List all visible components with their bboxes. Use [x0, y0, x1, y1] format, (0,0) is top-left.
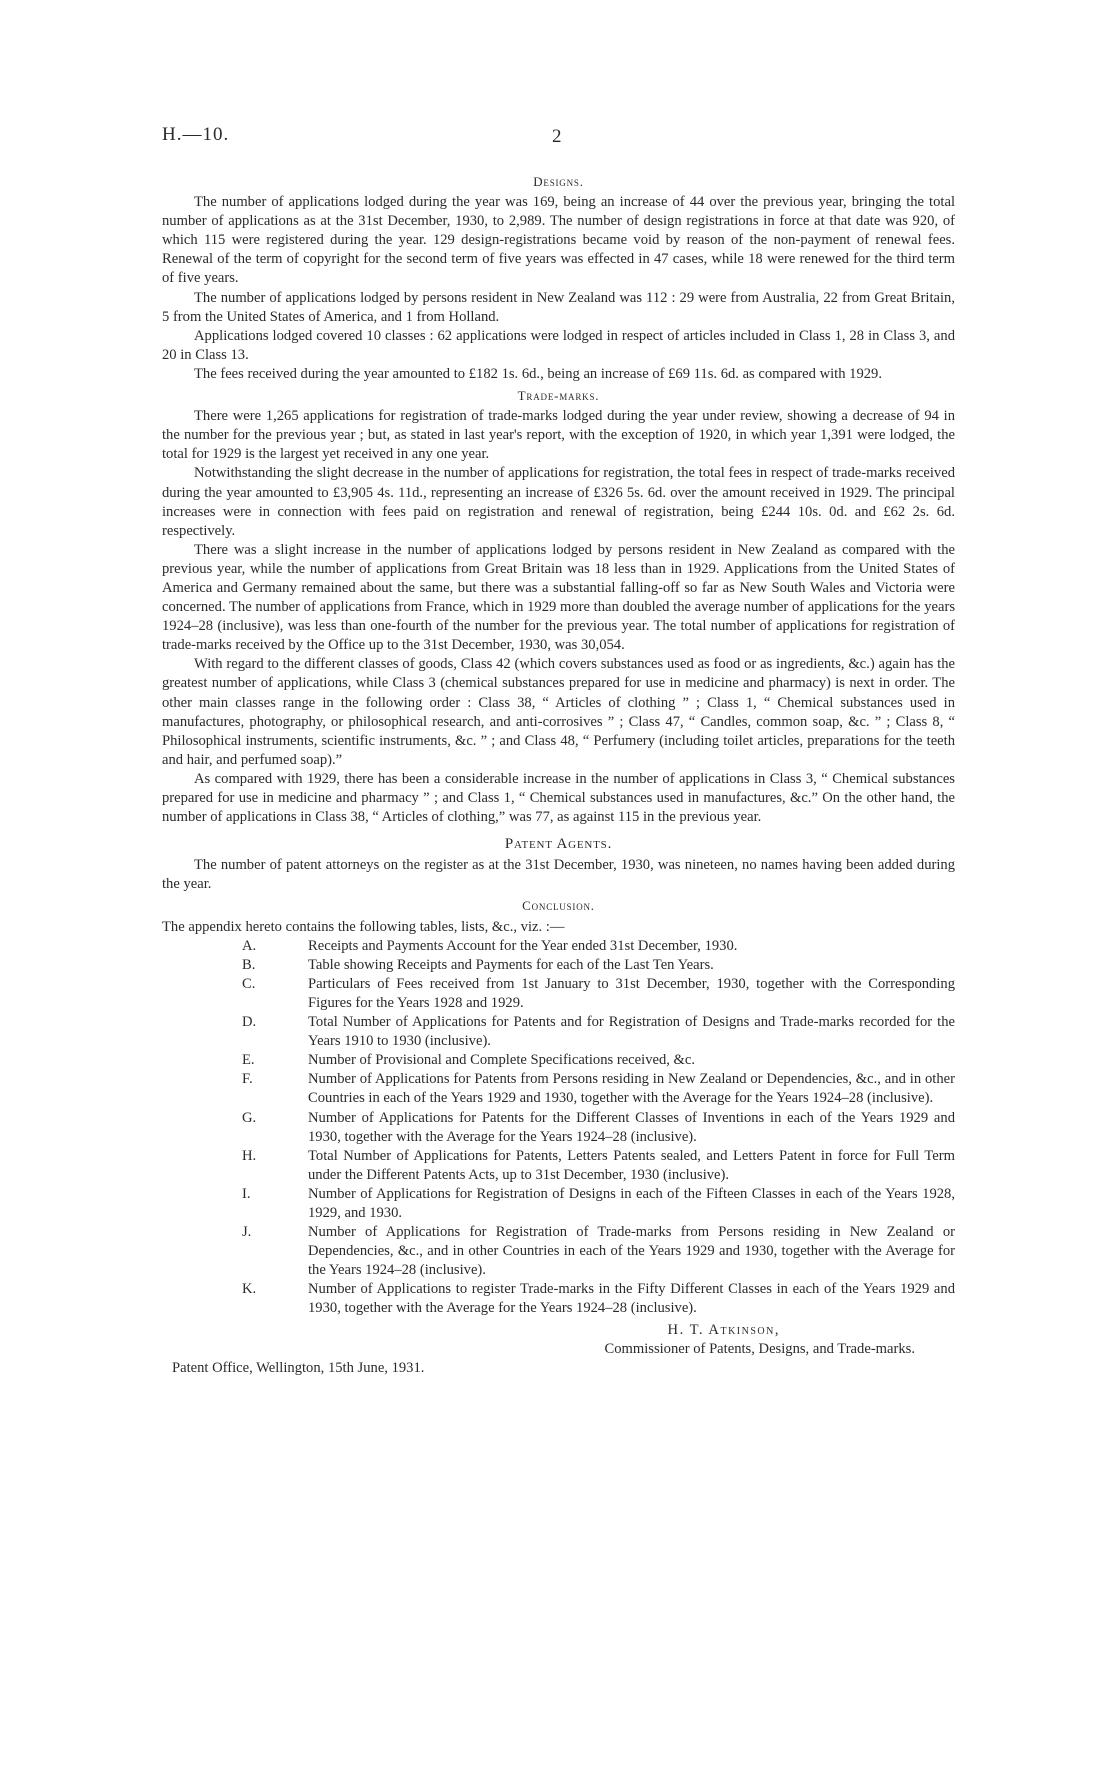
list-item-key: B. — [242, 956, 256, 973]
list-item-key: J. — [242, 1224, 252, 1241]
list-item-key: H. — [242, 1147, 257, 1164]
list-item — [162, 937, 955, 956]
list-item — [162, 1013, 955, 1051]
list-item-text: Total Number of Applications for Patents and for Registration of Designs and Trade-marks recorded for the Years 1910 to 1930 (inclusive). — [308, 1014, 955, 1050]
list-item-text: Particulars of Fees received from 1st January to 31st December, 1930, together with the Corresponding Figures for the Years 1928 and 1929. — [308, 975, 955, 1011]
list-item — [162, 1280, 955, 1318]
list-item-key: D. — [242, 1014, 257, 1031]
appendix-list — [162, 937, 955, 1319]
page-number: 2 — [552, 126, 562, 147]
list-item-key: I. — [242, 1185, 251, 1202]
list-item — [162, 1147, 955, 1185]
conclusion-intro: The appendix hereto contains the following tables, lists, &c., viz. :— — [162, 918, 565, 935]
list-item-text: Table showing Receipts and Payments for each of the Last Ten Years. — [308, 956, 714, 973]
place-and-date: Patent Office, Wellington, 15th June, 1931. — [172, 1359, 425, 1376]
list-item-key: C. — [242, 975, 256, 992]
list-item-text: Number of Applications for Patents from Persons residing in New Zealand or Dependencies, &c., and in other Countries in each of the Years 1929 and 1930, together with the Average for the Years 1924–28 (inclusive). — [308, 1071, 955, 1107]
list-item — [162, 1051, 955, 1070]
list-item-text: Number of Provisional and Complete Specifications received, &c. — [308, 1052, 696, 1069]
signatory-name: H. T. Atkinson, — [667, 1321, 780, 1338]
list-item-key: E. — [242, 1052, 255, 1069]
trademarks-paragraph: There was a slight increase in the number of applications lodged by persons resident in New Zealand as compared with the previous year, while the number of applications from Great Britain was 18 less than in 1929. Applications from the United States of America and Germany remained about the same, but there was a substantial falling-off so far as New South Wales and Victoria were concerned. The number of applications from France, which in 1929 more than doubled the average number of applications for the years 1924–28 (inclusive), was less than one-fourth of the number for the previous year. The total number of applications for registration of trade-marks received by the Office up to the 31st December, 1930, was 30,054. — [162, 541, 955, 654]
list-item-text: Number of Applications to register Trade-marks in the Fifty Different Classes in each of the Years 1929 and 1930, together with the Average for the Years 1924–28 (inclusive). — [308, 1281, 955, 1317]
list-item-text: Number of Applications for Registration of Designs in each of the Fifteen Classes in each of the Years 1928, 1929, and 1930. — [308, 1185, 955, 1221]
conclusion-heading: Conclusion. — [522, 898, 595, 914]
document-body — [162, 170, 955, 1378]
list-item-key: F. — [242, 1071, 253, 1088]
conclusion-section — [162, 896, 955, 1318]
list-item-key: A. — [242, 937, 257, 954]
list-item-text: Number of Applications for Patents for the Different Classes of Inventions in each of the Years 1929 and 1930, together with the Average for the Years 1924–28 (inclusive). — [308, 1109, 955, 1145]
designs-paragraph: The fees received during the year amounted to £182 1s. 6d., being an increase of £69 11s. 6d. as compared with 1929. — [194, 365, 883, 382]
designs-heading: Designs. — [533, 174, 584, 189]
designs-paragraph: Applications lodged covered 10 classes : 62 applications were lodged in respect of articles included in Class 1, 28 in Class 3, and 20 in Class 13. — [162, 327, 955, 363]
patent-agents-paragraph: The number of patent attorneys on the register as at the 31st December, 1930, was nineteen, no names having been added during the year. — [162, 857, 955, 893]
designs-paragraph: The number of applications lodged during the year was 169, being an increase of 44 over the previous year, bringing the total number of applications as at the 31st December, 1930, to 2,989. The number of design registrations in force at that date was 920, of which 115 were registered during the year. 129 design-registrations became void by reason of the non-payment of renewal fees. Renewal of the term of copyright for the second term of five years was effected in 47 cases, while 18 were renewed for the third term of five years. — [162, 194, 955, 287]
designs-section — [162, 172, 955, 384]
patent-agents-heading: Patent Agents. — [504, 836, 613, 853]
list-item — [162, 975, 955, 1013]
list-item — [162, 1109, 955, 1147]
list-item — [162, 1223, 955, 1280]
list-item — [162, 1185, 955, 1223]
list-item — [162, 956, 955, 975]
trademarks-paragraph: Notwithstanding the slight decrease in the number of applications for registration, the total fees in respect of trade-marks received during the year amounted to £3,905 4s. 11d., representing an increase of £326 5s. 6d. over the amount received in 1929. The principal increases were in connection with fees paid on registration and renewal of registration, being £244 10s. 0d. and £62 2s. 6d. respectively. — [162, 465, 955, 539]
list-item-text: Total Number of Applications for Patents, Letters Patents sealed, and Letters Patent in force for Full Term under the Different Patents Acts, up to 31st December, 1930 (inclusive). — [308, 1147, 955, 1183]
trademarks-section — [162, 386, 955, 827]
trademarks-paragraph: With regard to the different classes of goods, Class 42 (which covers substances used as food or as ingredients, &c.) again has the greatest number of applications, while Class 3 (chemical substances prepared for use in medicine and pharmacy) is next in order. The other main classes range in the following order : Class 38, “ Articles of clothing ” ; Class 1, “ Chemical substances used in manufactures, photography, or philosophical research, and anti-corrosives ” ; Class 47, “ Candles, common soap, &c. ” ; Class 8, “ Philosophical instruments, scientific instruments, &c. ” ; and Class 48, “ Perfumery (including toilet articles, preparations for the teeth and hair, and perfumed soap).” — [162, 656, 955, 768]
list-item-key: K. — [242, 1281, 257, 1298]
trademarks-paragraph: There were 1,265 applications for registration of trade-marks lodged during the year under review, showing a decrease of 94 in the number for the previous year ; but, as stated in last year's report, with the exception of 1920, in which year 1,391 were lodged, the total for 1929 is the largest yet received in any one year. — [162, 408, 955, 463]
document-reference: H.—10. — [162, 124, 230, 145]
signatory-title: Commissioner of Patents, Designs, and Trade-marks. — [604, 1340, 915, 1357]
trademarks-paragraph: As compared with 1929, there has been a considerable increase in the number of applications in Class 3, “ Chemical substances prepared for use in medicine and pharmacy ” ; and Class 1, “ Chemical substances used in manufactures, &c.” On the other hand, the number of applications in Class 38, “ Articles of clothing,” was 77, as against 115 in the previous year. — [162, 770, 955, 826]
list-item — [162, 1070, 955, 1108]
list-item-text: Number of Applications for Registration of Trade-marks from Persons residing in New Zealand or Dependencies, &c., and in other Countries in each of the Years 1929 and 1930, together with the Average for the Years 1924–28 (inclusive). — [308, 1224, 955, 1279]
patent-agents-section — [162, 835, 955, 894]
list-item-text: Receipts and Payments Account for the Year ended 31st December, 1930. — [308, 937, 738, 954]
designs-paragraph: The number of applications lodged by persons resident in New Zealand was 112 : 29 were from Australia, 22 from Great Britain, 5 from the United States of America, and 1 from Holland. — [162, 289, 955, 325]
trademarks-heading: Trade-marks. — [517, 388, 600, 404]
list-item-key: G. — [242, 1109, 257, 1126]
